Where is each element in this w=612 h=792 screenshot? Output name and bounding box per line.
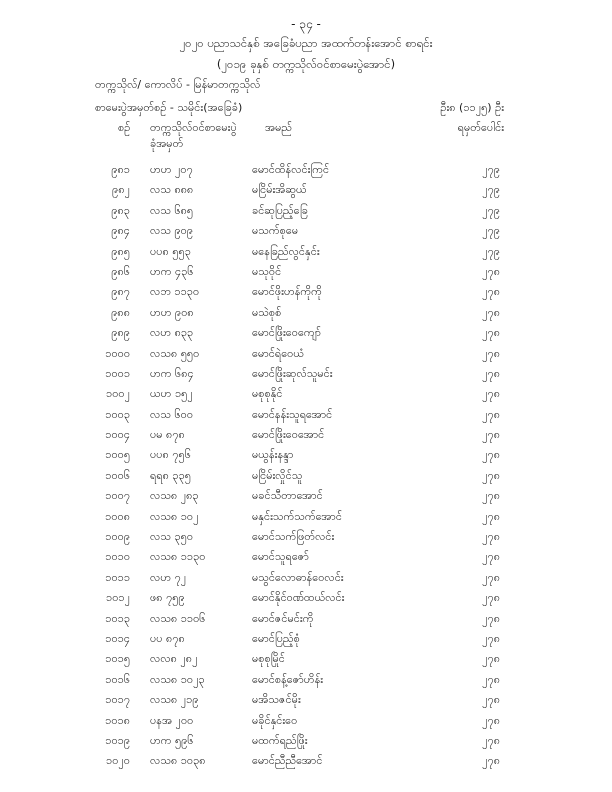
row-number: ၁၀၂၀ [106,754,130,768]
table-row [0,510,612,530]
table-row [0,673,612,693]
roll-number: လသ၈ ၁၁၀၆ [150,611,206,625]
roll-number: ဟက ၆၈၄ [150,366,194,380]
row-number: ၁၀၁၇ [105,693,130,707]
table-row [0,285,612,305]
total-marks: ၂၇၈ [482,611,500,625]
student-name: မောင်ရဲဝေယံ [252,346,305,360]
table-row [0,591,612,611]
student-name: မောင်ဖိုးဟန်ကိုကို [252,285,322,299]
student-name: မောင်သူရဇော် [252,550,309,564]
table-row [0,163,612,183]
roll-number: လသ၈ ၂၁၉ [150,693,199,707]
roll-number: လသ၈ ၅၅၀ [150,346,200,360]
total-marks: ၂၇၈ [482,713,500,727]
table-row [0,612,612,632]
student-name: မငြိမ်းအိဆွယ် [252,183,307,197]
total-marks: ၂၇၈ [482,489,500,503]
roll-number: ပပ ၈၇၈ [150,631,185,645]
table-row [0,306,612,326]
row-number: ၁၀၁၄ [105,631,130,645]
table-row [0,204,612,224]
roll-number: လဟ ၈၃၃ [150,326,194,340]
roll-number: လသ၈ ၁၀၂ [150,509,199,523]
table-row [0,428,612,448]
student-name: မောင်ဖြိုးဝေအောင် [252,428,325,442]
total-marks: ၂၇၈ [482,407,500,421]
roll-number: ပမ ၈၇၈ [150,428,185,442]
roll-number: လသ၈ ၂၈၃ [150,489,199,503]
column-header-marks: ရမှတ်ပေါင်း [457,121,504,134]
student-name: မသက်စုမေ [252,224,299,238]
roll-number: လလ၈ ၂၈၂ [150,652,198,666]
student-name: မသဲစုစ် [252,305,282,319]
roll-number: ပပ၈ ၅၅၃ [150,244,191,258]
table-row [0,754,612,774]
table-row [0,489,612,509]
table-row [0,408,612,428]
table-row [0,183,612,203]
student-name: မောင်နိုင်ဝဏ်ထယ်လင်း [252,591,345,605]
total-marks: ၂၇၈ [482,652,500,666]
row-number: ၁၀၀၇ [105,489,130,503]
row-number: ၉၈၁ [111,163,130,176]
total-marks: ၂၇၈ [482,285,500,299]
row-number: ၁၀၁၆ [105,672,130,686]
student-name: မောင်သက်ဖြတ်လင်း [252,530,335,544]
student-name: ခင်ဆုပြည့်ခြေ [252,203,308,217]
table-row [0,469,612,489]
total-marks: ၂၇၈ [482,346,500,360]
row-number: ၉၈၉ [111,326,130,340]
roll-number: လသ ၆၈၅ [150,203,194,217]
total-marks: ၂၇၈ [482,509,500,523]
table-row [0,693,612,713]
row-number: ၉၈၅ [111,244,130,258]
student-name: မောင်ဖြိုးဝေကျော် [252,326,321,340]
roll-number: ပနအ ၂၀၀ [150,713,194,727]
row-number: ၁၀၁၂ [106,591,130,605]
table-row [0,530,612,550]
page-title: ၂၀၂၀ ပညာသင်နှစ် အခြေခံပညာ အထက်တန်းအောင် စာရင်း [179,36,433,50]
student-name: မောင်နန်းသူရအောင် [252,407,333,421]
table-row [0,245,612,265]
student-name: မနှင်းသက်သက်အောင် [252,509,342,523]
student-name: မခိုင်နှင်းဝေ [252,713,298,727]
total-marks: ၂၇၉ [482,203,500,217]
student-name: မသွင်လောဓာန်ဝေလင်း [252,570,344,584]
table-row [0,387,612,407]
student-name: မောင်ထိန်လင်းကြင် [252,163,330,176]
roll-number: လသ၈ ၁၀၃၈ [150,754,206,768]
page-number: - ၃၄ - [291,17,321,31]
row-number: ၁၀၁၁ [105,570,130,584]
roll-number: ဖ၈ ၇၅၉ [150,591,185,605]
table-row [0,734,612,754]
row-number: ၁၀၀၂ [106,387,130,401]
total-marks: ၂၇၈ [482,468,500,482]
total-marks: ၂၇၉ [482,183,500,197]
table-row [0,367,612,387]
row-number: ၁၀၁၃ [105,611,130,625]
total-marks: ၂၇၉ [482,163,500,176]
student-name: မောင်ပြည့်စုံ [252,631,300,645]
student-name: မစုစုနိုင် [252,387,283,401]
column-header-roll: တက္ကသိုလ်ဝင်စာမေးပွဲ [150,121,237,134]
row-number: ၁၀၀၅ [105,448,130,462]
row-number: ၁၀၀၉ [105,530,130,544]
row-number: ၁၀၀၆ [105,468,130,482]
total-marks: ၂၇၈ [482,550,500,564]
total-marks: ၂၇၈ [482,387,500,401]
roll-number: ဟက ၄၃၆ [150,264,194,278]
row-number: ၉၈၄ [111,224,130,238]
row-number: ၁၀၀၀ [105,346,130,360]
roll-number: ဟက ၅၉၆ [150,733,194,747]
row-number: ၉၈၈ [111,305,130,319]
student-name: မသုဝိုင် [252,264,282,278]
roll-number: ပပ၈ ၇၅၆ [150,448,191,462]
student-name: မယွန်းနန္ဒာ [252,448,294,462]
table-row [0,652,612,672]
student-name: မနေခြည်လွင်နှင်း [252,244,320,258]
table-row [0,326,612,346]
total-marks: ၂၇၈ [482,570,500,584]
total-marks: ၂၇၈ [482,326,500,340]
table-row [0,571,612,591]
column-header-roll-number: ခုံအမှတ် [150,137,184,150]
roll-number: လသ ၉၀၉ [150,224,194,238]
roll-number: ဟဟ ၉၀၈ [150,305,194,319]
row-number: ၉၈၂ [112,183,130,197]
table-row [0,714,612,734]
total-marks: ၂၇၈ [482,591,500,605]
student-name: မထက်ရည်ဖြိုး [252,733,308,747]
row-number: ၁၀၀၃ [105,407,130,421]
total-marks: ၂၇၈ [482,264,500,278]
row-number: ၁၀၁၀ [105,550,130,564]
row-number: ၁၀၀၈ [105,509,130,523]
table-row [0,265,612,285]
column-header-no: စဉ် [118,121,131,134]
table-row [0,224,612,244]
total-marks: ၂၇၈ [482,672,500,686]
total-marks: ၂၇၈ [482,448,500,462]
roll-number: လသ ၃၅၀ [150,530,194,544]
table-row [0,550,612,570]
student-name: မငြိမ်းလှိုင်သူ [252,468,303,482]
student-name: မောင်ညီညီအောင် [252,754,323,768]
row-number: ၁၀၀၁ [105,366,130,380]
total-marks: ၂၇၉ [482,224,500,238]
roll-number: လသ၈ ၁၀၂၃ [150,672,205,686]
table-row [0,448,612,468]
roll-number: လသ ၆၀၀ [150,407,194,421]
total-marks: ၂၇၈ [482,693,500,707]
student-name: မအိသဇင်မိုး [252,693,301,707]
total-marks: ၂၇၈ [482,754,500,768]
roll-number: ယဟ ၁၅၂ [150,387,193,401]
roll-number: လသ ၈၈၈ [150,183,194,197]
student-name: မောင်စန့်ဇော်ဟိန်း [252,672,324,686]
row-number: ၁၀၁၈ [105,713,130,727]
table-row [0,632,612,652]
student-name: မခင်သီတာအောင် [252,489,323,503]
row-number: ၉၈၆ [111,264,130,278]
total-marks: ၂၇၈ [482,366,500,380]
row-number: ၉၈၇ [111,285,130,299]
total-marks: ၂၇၈ [482,733,500,747]
total-marks: ၂၇၈ [482,530,500,544]
subject-label: စာမေးပွဲအမှတ်စဉ် - သမိုင်း(အခြေခံ) [95,101,243,114]
student-name: မောင်ဇင်မင်းကို [252,611,314,625]
student-name: မောင်ဖြိုးဆုလ်သူမင်း [252,366,333,380]
total-marks: ၂၇၈ [482,305,500,319]
row-number: ၉၈၃ [111,203,130,217]
table-row [0,347,612,367]
roll-number: လဟ ၇၂ [150,570,187,584]
row-number: ၁၀၁၉ [105,733,130,747]
total-marks: ၂၇၉ [482,244,500,258]
row-number: ၁၀၁၅ [105,652,130,666]
total-count-label: ဦး၈ (၁၁၂၅) ဦး [440,101,504,114]
total-marks: ၂၇၈ [482,631,500,645]
column-header-name: အမည် [265,121,293,134]
roll-number: လဘ ၁၁၃၀ [150,285,200,299]
page-subtitle: (၂၀၁၉ ခုနှစ် တက္ကသိုလ်ဝင်စာမေးပွဲအောင်) [216,57,396,71]
roll-number: ဟဟ ၂၀၇ [150,163,193,176]
student-name: မစုစုမြိုင် [252,652,285,666]
row-number: ၁၀၀၄ [105,428,130,442]
total-marks: ၂၇၈ [482,428,500,442]
university-label: တက္ကသိုလ်/ ကောလိပ် - မြန်မာတက္ကသိုလ် [95,78,261,91]
roll-number: လသ၈ ၁၁၃၀ [150,550,206,564]
roll-number: ရရ၈ ၃၃၅ [150,468,191,482]
results-table [0,163,612,775]
